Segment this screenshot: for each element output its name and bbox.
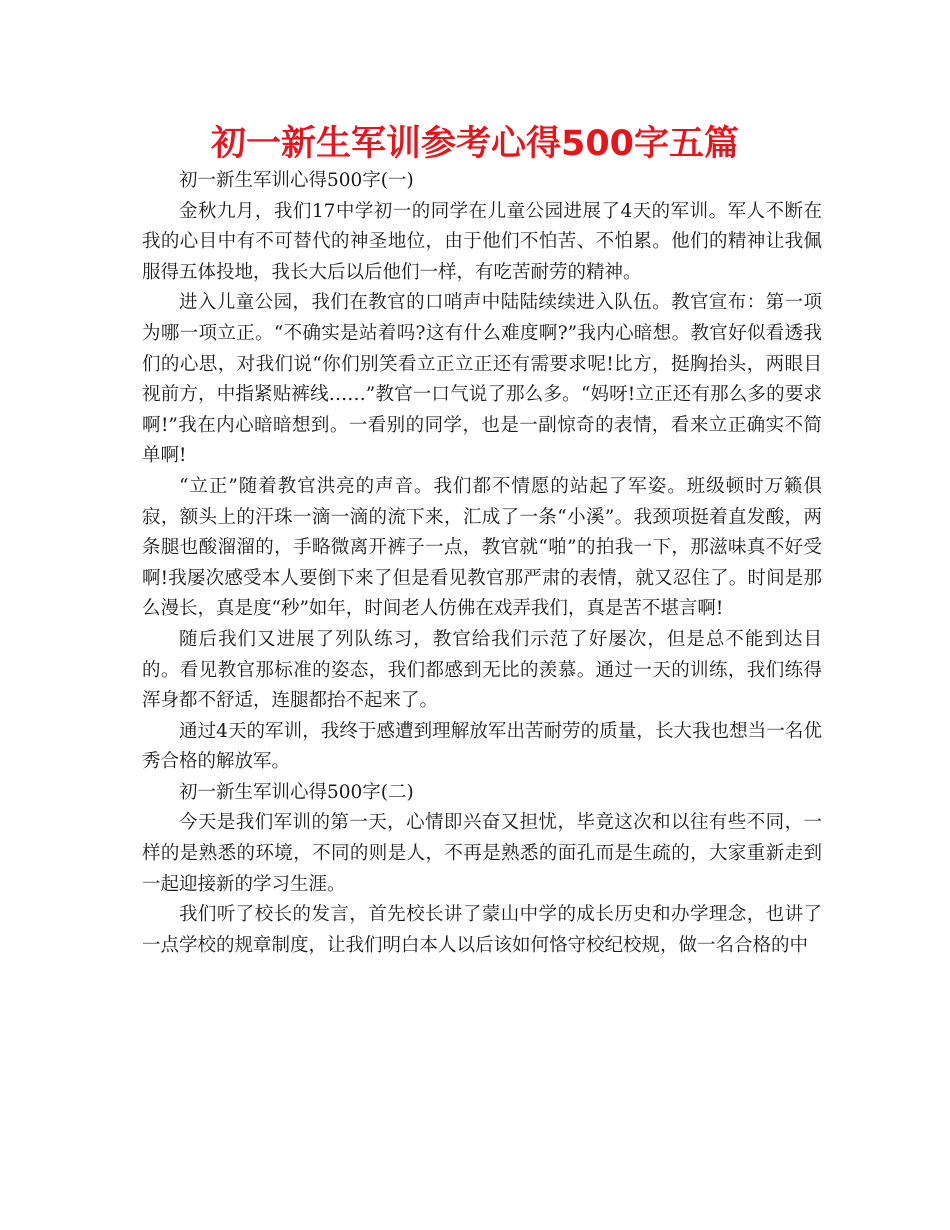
section-heading-1: 初一新生军训心得500字(一) <box>179 170 414 191</box>
document-title: 初一新生军训参考心得500字五篇 <box>210 124 740 164</box>
paragraph: 今天是我们军训的第一天，心情即兴奋又担忧，毕竟这次和以往有些不同，一样的是熟悉的环境，不同的则是人，不再是熟悉的面孔而是生疏的，大家重新走到一起迎接新的学习生涯。 <box>142 812 822 895</box>
paragraph: 金秋九月，我们17中学初一的同学在儿童公园进展了4天的军训。军人不断在我的心目中有不可替代的神圣地位，由于他们不怕苦、不怕累。他们的精神让我佩服得五体投地，我长大后以后他们一样，有吃苦耐劳的精神。 <box>142 200 822 283</box>
paragraph: 通过4天的军训，我终于感遭到理解放军出苦耐劳的质量，长大我也想当一名优秀合格的解放军。 <box>142 720 822 773</box>
document-body <box>142 166 822 961</box>
paragraph: 进入儿童公园，我们在教官的口哨声中陆陆续续进入队伍。教官宣布：第一项为哪一项立正。“不确实是站着吗?这有什么难度啊?”我内心暗想。教官好似看透我们的心思，对我们说“你们别笑看立正立正还有需要求呢!比方，挺胸抬头，两眼目视前方，中指紧贴裤线……”教官一口气说了那么多。“妈呀!立正还有那么多的要求啊!”我在内心暗暗想到。一看别的同学，也是一副惊奇的表情，看来立正确实不简单啊! <box>142 292 822 467</box>
paragraph: “立正”随着教官洪亮的声音。我们都不情愿的站起了军姿。班级顿时万籁俱寂，额头上的汗珠一滴一滴的流下来，汇成了一条“小溪”。我颈项挺着直发酸，两条腿也酸溜溜的，手略微离开裤子一点，教官就“啪”的拍我一下，那滋味真不好受啊!我屡次感受本人要倒下来了但是看见教官那严肃的表情，就又忍住了。时间是那么漫长，真是度“秒”如年，时间老人仿佛在戏弄我们，真是苦不堪言啊! <box>142 475 822 620</box>
paragraph: 我们听了校长的发言，首先校长讲了蒙山中学的成长历史和办学理念，也讲了一点学校的规章制度，让我们明白本人以后该如何恪守校纪校规，做一名合格的中 <box>142 904 822 956</box>
section-heading-2: 初一新生军训心得500字(二) <box>179 781 414 803</box>
paragraph: 随后我们又进展了列队练习，教官给我们示范了好屡次，但是总不能到达目的。看见教官那标准的姿态，我们都感到无比的羡慕。通过一天的训练，我们练得浑身都不舒适，连腿都抬不起来了。 <box>142 628 822 712</box>
